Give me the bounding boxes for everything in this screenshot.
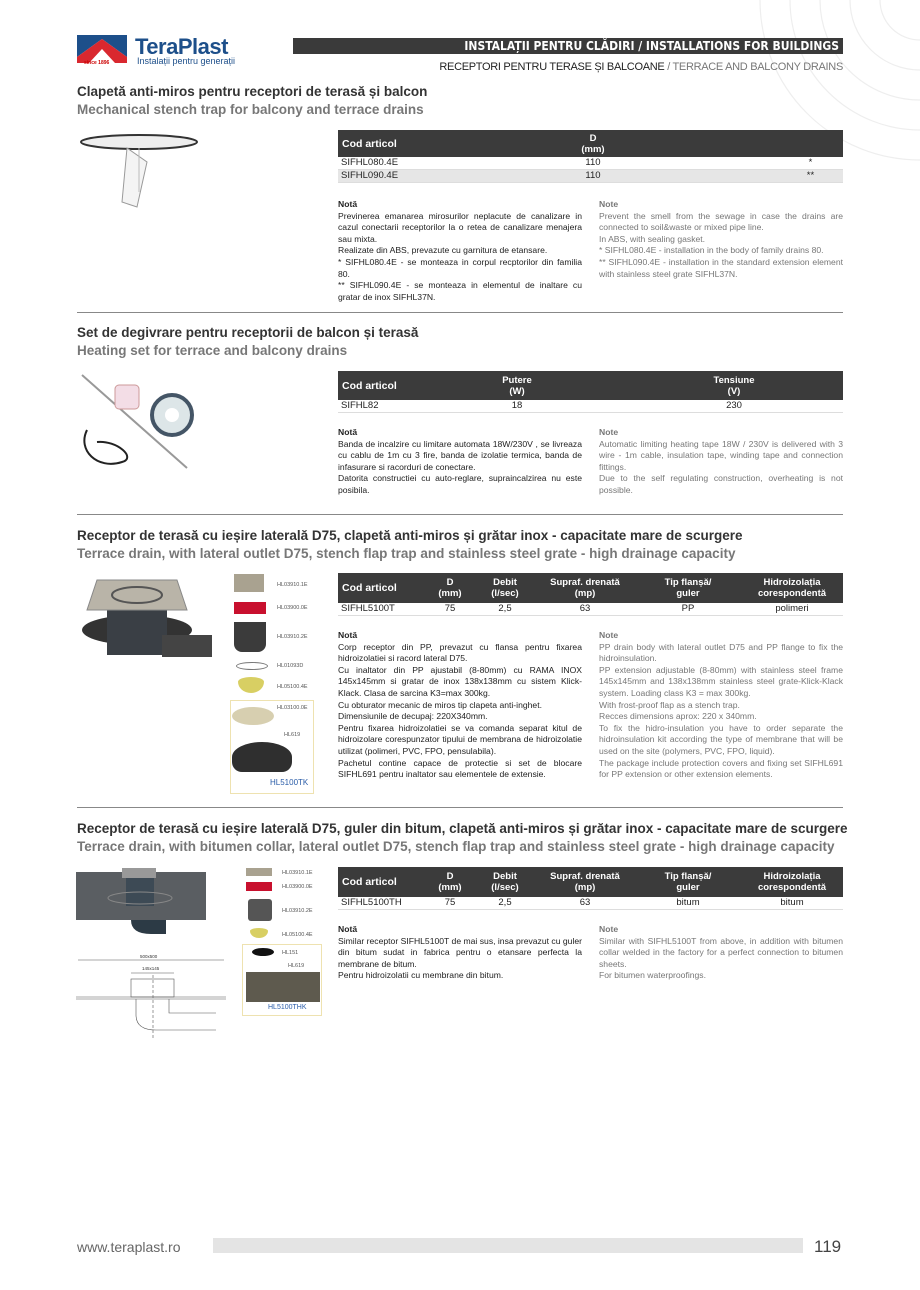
part-code: HL03910.1E — [282, 870, 313, 876]
product-table — [338, 867, 843, 910]
part-code: HL05100.4E — [277, 684, 308, 690]
col-header: Hidroizolația corespondentă — [757, 577, 827, 599]
section-title-en: Terrace drain, with bitumen collar, lateral outlet D75, stench flap trap and stainless steel grate - high drainage capacity — [77, 839, 835, 854]
col-header: Supraf. drenată (mp) — [550, 577, 620, 599]
note-ro — [338, 630, 582, 781]
part-code: HL03900.0E — [277, 605, 308, 611]
section-title-ro: Receptor de terasă cu ieșire laterală D75, clapetă anti-miros și grătar inox - capacitate mare de scurgere — [77, 528, 743, 543]
col-header: Cod articol — [342, 380, 397, 392]
note-line: PP drain body with lateral outlet D75 and PP flange to fix the hidroinsulation. — [599, 641, 843, 664]
note-line: The package include protection covers and fixing set SIFHL691 for PP extension or other extension elements. — [599, 757, 843, 780]
note-ro — [338, 924, 582, 982]
col-header: Supraf. drenată (mp) — [550, 871, 620, 893]
website-link[interactable]: www.teraplast.ro — [77, 1239, 181, 1255]
divider — [77, 807, 843, 808]
collar-part-image — [252, 948, 274, 956]
col-header: Cod articol — [342, 876, 397, 888]
col-header: Tip flanșă/ guler — [664, 871, 712, 893]
page-number: 119 — [814, 1237, 842, 1256]
product-table — [338, 573, 843, 616]
drawing-label: 500x500 — [140, 955, 158, 959]
parts-list — [232, 572, 317, 794]
cell: 75 — [444, 603, 456, 614]
product-table — [338, 130, 843, 183]
cell: SIFHL080.4E — [341, 157, 399, 168]
col-header: Tip flanșă/ guler — [664, 577, 712, 599]
part-code: HL151 — [282, 950, 299, 956]
note-line: Dimensiunile de decupaj: 220X340mm. — [338, 711, 488, 722]
cell: SIFHL82 — [341, 400, 379, 411]
footer-bar — [213, 1238, 803, 1253]
cell: PP — [681, 603, 695, 614]
extension-part-image — [234, 622, 266, 652]
part-code: HL01093D — [277, 663, 304, 669]
drawing-label: 145x145 — [142, 966, 160, 971]
note-en — [599, 199, 843, 280]
col-header: Hidroizolația corespondentă — [757, 871, 827, 893]
part-code: HL03910.2E — [282, 908, 313, 914]
gasket-part-image — [236, 662, 268, 670]
section-title-en: Terrace drain, with lateral outlet D75, stench flap trap and stainless steel grate - high drainage capacity — [77, 546, 736, 561]
part-code: HL05100.4E — [282, 932, 313, 938]
cell: SIFHL5100TH — [341, 897, 402, 908]
section-title-ro: Set de degivrare pentru receptorii de balcon și terasă — [77, 325, 419, 340]
note-title: Notă — [338, 630, 358, 640]
extension-part-image — [248, 899, 272, 921]
part-code: HL03910.1E — [277, 582, 308, 588]
note-line: To fix the hidro-insulation you have to order separate the hidroinsulation kit according the type of membrane that will be used on the site (polymers, PVC, FPO, liquid). — [599, 722, 843, 756]
divider — [77, 514, 843, 515]
cell: 110 — [585, 157, 601, 168]
cover-part-image — [246, 882, 272, 891]
note-line: Pentru hidroizolatii cu membrane din bitum. — [338, 970, 504, 981]
note-title: Note — [599, 630, 619, 640]
logo-since: since 1896 — [84, 60, 110, 66]
note-line: PP extension adjustable (8-80mm) with stainless steel frame 145x145mm and 138x138mm stainless steel grate-Klick-Klack system. Loading class K3 = max 300kg. — [599, 664, 843, 698]
table-row — [338, 603, 843, 616]
header-title: INSTALAȚII PENTRU CLĂDIRI / INSTALLATIONS FOR BUILDINGS — [293, 38, 843, 54]
note-line: Datorita constructiei cu auto-reglare, supraincalzirea nu este posibila. — [338, 473, 582, 495]
cell: 2,5 — [498, 603, 512, 614]
terrace-drain-image — [77, 575, 217, 670]
note-line: With frost-proof flap as a stench trap. — [599, 699, 740, 710]
flap-part-image — [250, 928, 268, 938]
part-code: HL619 — [288, 963, 305, 969]
grate-part-image — [234, 574, 264, 592]
cell: 75 — [444, 897, 456, 908]
note-ro — [338, 199, 582, 303]
cell: 2,5 — [498, 897, 512, 908]
col-header: Cod articol — [342, 582, 397, 594]
table-row — [338, 400, 843, 413]
cell: polimeri — [775, 603, 809, 614]
flap-part-image — [238, 677, 264, 693]
note-line: * SIFHL080.4E - se monteaza in corpul recptorilor din familia 80. — [338, 256, 582, 279]
note-title: Note — [599, 427, 619, 437]
divider — [77, 312, 843, 313]
note-line: Due to the self regulating construction, overheating is not possible. — [599, 473, 843, 495]
note-title: Notă — [338, 199, 358, 209]
note-line: Pentru fixarea hidroizolatiei se va comanda separat kitul de hidroizolare corespunzator tipului de membrana de hidroizolatie utilizat (polimeri, PVC, FPO, pensulabila). — [338, 722, 582, 756]
note-title: Note — [599, 199, 619, 209]
note-line: Corp receptor din PP, prevazut cu flansa pentru fixarea hidroizolatiei si racord lateral D75. — [338, 641, 582, 664]
table-row — [338, 157, 843, 170]
technical-drawing — [76, 955, 236, 1040]
section-title-ro: Clapetă anti-miros pentru receptori de terasă și balcon — [77, 84, 428, 99]
note-title: Notă — [338, 427, 358, 437]
bitumen-kit-image — [246, 972, 320, 1002]
cell: 110 — [585, 170, 601, 181]
col-header: Debit (l/sec) — [491, 577, 519, 599]
note-line: Recces dimensions aprox: 220 x 340mm. — [599, 711, 757, 722]
note-line: Previnerea emanarea mirosurilor neplacute de canalizare in cazul conectarii receptorilor la o retea de canalizare menajera sau mixta. — [338, 210, 582, 244]
note-en — [599, 924, 843, 982]
col-header: Debit (l/sec) — [491, 871, 519, 893]
note-title: Note — [599, 924, 619, 934]
grate-part-image — [246, 868, 272, 876]
section-title-en: Mechanical stench trap for balcony and terrace drains — [77, 102, 424, 117]
section-title-en: Heating set for terrace and balcony drains — [77, 343, 348, 358]
cell: 63 — [579, 603, 591, 614]
part-code: HL619 — [284, 732, 301, 738]
col-header: Tensiune (V) — [713, 375, 755, 397]
note-line: Banda de incalzire cu limitare automata 18W/230V , se livreaza cu cablu de 1m cu 3 fire, banda de izolatie termica, banda de infasurare si racorduri de conectare. — [338, 438, 582, 472]
cell: 63 — [579, 897, 591, 908]
stench-trap-image — [77, 132, 202, 212]
note-line: Cu inaltator din PP ajustabil (8-80mm) cu RAMA INOX 145x145mm si gratar de inox 138x138mm cu sistem Klick-Klack. Clasa de sarcina K3=max 300kg. — [338, 664, 582, 698]
cover-part-image — [234, 602, 266, 614]
cell: ** — [806, 170, 815, 181]
teraplast-logo-icon — [77, 35, 127, 63]
col-header: D (mm) — [581, 133, 605, 155]
col-header: D (mm) — [438, 577, 462, 599]
note-ro — [338, 427, 582, 497]
note-line: In ABS, with sealing gasket. — [599, 233, 706, 244]
bitumen-drain-image — [76, 868, 236, 938]
subtitle-en: / TERRACE AND BALCONY DRAINS — [664, 61, 843, 73]
cell: 230 — [726, 400, 742, 411]
heating-set-image — [77, 370, 207, 475]
note-line: ** SIFHL090.4E - se monteaza in elementul de inaltare cu gratar de inox SIFHL37N. — [338, 280, 582, 302]
note-line: * SIFHL080.4E - installation in the body of family drains 80. — [599, 245, 824, 256]
note-en — [599, 630, 843, 781]
note-en — [599, 427, 843, 497]
note-line: Prevent the smell from the sewage in case the drains are connected to soil&waste or mixed pipe line. — [599, 210, 843, 233]
note-line: Cu obturator mecanic de miros tip clapeta anti-inghet. — [338, 699, 542, 710]
drain-body-image — [232, 742, 292, 772]
table-row — [338, 897, 843, 910]
subtitle-ro: RECEPTORI PENTRU TERASE ȘI BALCOANE — [439, 61, 665, 73]
part-code: HL5100TK — [270, 778, 309, 787]
col-header: D (mm) — [438, 871, 462, 893]
part-code: HL5100THK — [268, 1004, 307, 1011]
note-line: Similar with SIFHL5100T from above, in addition with bitumen collar welded in the factory for a perfect connection to bitumen sheets. — [599, 935, 843, 969]
note-line: Similar receptor SIFHL5100T de mai sus, insa prevazut cu guler din bitum sudat in fabrica pentru o etansare perfecta la membrane de bitum. — [338, 935, 582, 969]
part-code: HL03100.0E — [277, 705, 308, 711]
product-table — [338, 371, 843, 413]
logo-name: TeraPlast — [135, 34, 228, 59]
part-code: HL03900.0E — [282, 884, 313, 890]
note-line: Automatic limiting heating tape 18W / 230V is delivered with 3 wire - 1m cable, insulation tape, winding tape and connection fittings. — [599, 438, 843, 472]
table-row — [338, 170, 843, 183]
section-title-ro: Receptor de terasă cu ieșire laterală D75, guler din bitum, clapetă anti-miros și grătar inox - capacitate mare de scurgere — [77, 821, 848, 836]
note-line: ** SIFHL090.4E - installation in the standard extension element with stainless steel grate SIFHL37N. — [599, 256, 843, 279]
part-code: HL03910.2E — [277, 634, 308, 640]
cell: bitum — [676, 897, 700, 908]
note-title: Notă — [338, 924, 358, 934]
cell: SIFHL090.4E — [341, 170, 399, 181]
cell: * — [808, 157, 813, 168]
col-header: Cod articol — [342, 138, 397, 150]
note-line: Realizate din ABS, prevazute cu garnitura de etansare. — [338, 245, 548, 256]
note-line: Pachetul contine capace de protectie si set de blocare SIFHL691 pentru inaltator sau elementele de extensie. — [338, 757, 582, 780]
cell: SIFHL5100T — [341, 603, 395, 614]
cell: bitum — [780, 897, 804, 908]
col-header: Putere (W) — [502, 375, 532, 397]
flange-part-image — [232, 707, 274, 725]
header-subtitle — [439, 61, 843, 73]
parts-list — [244, 866, 324, 1016]
note-line: For bitumen waterproofings. — [599, 970, 706, 981]
logo-tagline: Instalații pentru generații — [137, 56, 236, 66]
cell: 18 — [511, 400, 523, 411]
